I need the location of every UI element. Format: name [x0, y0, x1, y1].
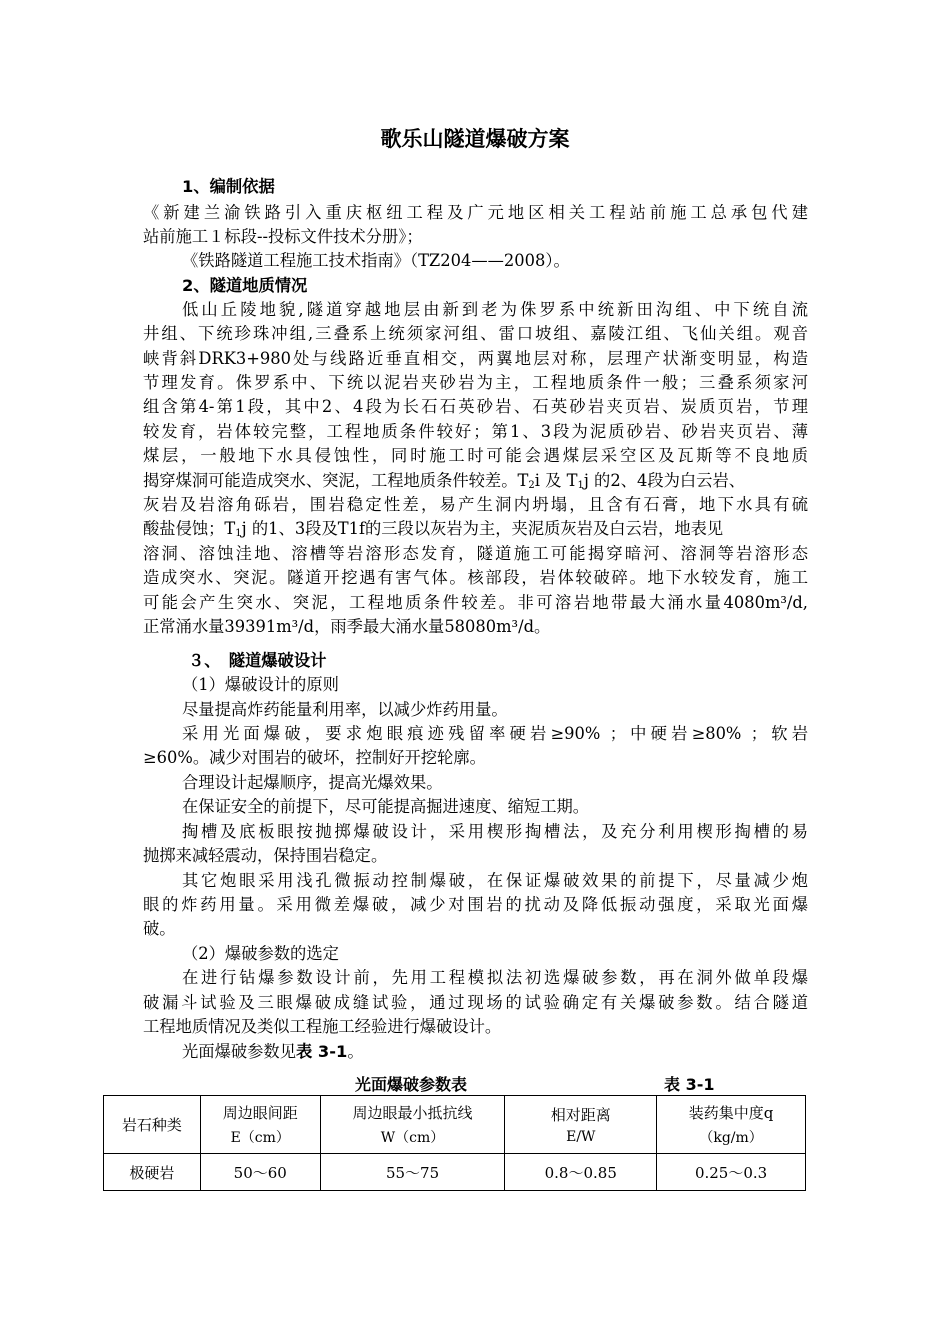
text-line: 掏槽及底板眼按抛掷爆破设计，采用楔形掏槽法，及充分利用楔形掏槽的易	[182, 822, 808, 841]
blast-parameter-table	[103, 1095, 806, 1191]
heading-geology: 2、隧道地质情况	[182, 276, 308, 295]
text-line: 工程地质情况及类似工程施工经验进行爆破设计。	[143, 1017, 502, 1036]
table-cell: 50～60	[200, 1154, 320, 1191]
text-line: 造成突水、突泥。隧道开挖遇有害气体。核部段，岩体较破碎。地下水较发育，施工	[143, 568, 808, 587]
subheading-principle: （1）爆破设计的原则	[182, 675, 339, 694]
text-line: 采用光面爆破，要求炮眼痕迹残留率硬岩≥90% ；中硬岩≥80% ；软岩	[182, 724, 808, 743]
text-line: ≥60%。减少对围岩的破坏，控制好开挖轮廓。	[143, 748, 486, 767]
table-cell: 55～75	[320, 1154, 505, 1191]
document-title: 歌乐山隧道爆破方案	[380, 127, 570, 151]
text-line: 破漏斗试验及三眼爆破成缝试验，通过现场的试验确定有关爆破参数。结合隧道	[143, 993, 808, 1012]
text-line: 合理设计起爆顺序，提高光爆效果。	[182, 773, 443, 792]
text-line: 眼的炸药用量。采用微差爆破，减少对围岩的扰动及降低振动强度，采取光面爆	[143, 895, 808, 914]
text-line: 揭穿煤洞可能造成突水、突泥，工程地质条件较差。$T_2i$ 及 $T_1j$ 的2、4段为白云岩、	[143, 471, 746, 491]
text-line: 正常涌水量39391m³/d，雨季最大涌水量58080m³/d。	[143, 617, 551, 636]
table-cell: 0.8～0.85	[505, 1154, 657, 1191]
heading-blast-design: ３、 隧道爆破设计	[188, 651, 327, 670]
header-cell: 岩石种类	[104, 1096, 201, 1154]
text-line: 节理发育。侏罗系中、下统以泥岩夹砂岩为主，工程地质条件一般；三叠系须家河	[143, 373, 808, 392]
text-line: 在保证安全的前提下，尽可能提高掘进速度、缩短工期。	[182, 797, 590, 816]
text-line: 站前施工１标段--投标文件技术分册》；	[143, 227, 423, 246]
table-number: 表 3-1	[664, 1075, 715, 1094]
text-line: 尽量提高炸药能量利用率，以减少炸药用量。	[182, 700, 508, 719]
text-line: 破。	[143, 919, 176, 938]
table-cell: 0.25～0.3	[657, 1154, 806, 1191]
subheading-parameters: （2）爆破参数的选定	[182, 944, 339, 963]
table-caption: 光面爆破参数表	[355, 1075, 468, 1094]
text-line: 组含第4-第1段，其中2、4段为长石石英砂岩、石英砂岩夹页岩、炭质页岩，节理	[143, 397, 808, 416]
text-line: 抛掷来减轻震动，保持围岩稳定。	[143, 846, 388, 865]
header-cell: 相对距离 E/W	[505, 1096, 657, 1154]
header-cell: 周边眼间距 E（cm）	[200, 1096, 320, 1154]
text-line: 溶洞、溶蚀洼地、溶槽等岩溶形态发育，隧道施工可能揭穿暗河、溶洞等岩溶形态	[143, 544, 808, 563]
text-line: 峡背斜DRK3+980处与线路近垂直相交，两翼地层对称，层理产状渐变明显，构造	[143, 349, 808, 368]
header-cell: 周边眼最小抵抗线 W（cm）	[320, 1096, 505, 1154]
text-line: 《新建兰渝铁路引入重庆枢纽工程及广元地区相关工程站前施工总承包代建	[143, 203, 808, 222]
text-line: 在进行钻爆参数设计前，先用工程模拟法初选爆破参数，再在洞外做单段爆	[182, 968, 808, 987]
text-line: 较发育，岩体较完整，工程地质条件较好；第1、3段为泥质砂岩、砂岩夹页岩、薄	[143, 422, 808, 441]
table-cell: 极硬岩	[104, 1154, 201, 1191]
header-cell: 装药集中度q （kg/m）	[657, 1096, 806, 1154]
table-reference: 表 3-1	[295, 1042, 348, 1061]
text-line: 《铁路隧道工程施工技术指南》（TZ204——2008）。	[182, 251, 570, 270]
table-row	[104, 1154, 806, 1191]
text-line: 酸盐侵蚀；$T_1j$ 的1、3段及T1f的三段以灰岩为主，夹泥质灰岩及白云岩，地表见	[143, 519, 724, 539]
text-line: 可能会产生突水、突泥，工程地质条件较差。非可溶岩地带最大涌水量4080m³/d,	[143, 593, 808, 612]
text-line: 其它炮眼采用浅孔微振动控制爆破，在保证爆破效果的前提下，尽量减少炮	[182, 871, 808, 890]
text-line: 低山丘陵地貌,隧道穿越地层由新到老为侏罗系中统新田沟组、中下统自流	[182, 300, 808, 319]
table-header-row	[104, 1096, 806, 1154]
text-line: 煤层，一般地下水具侵蚀性，同时施工时可能会遇煤层采空区及瓦斯等不良地质	[143, 446, 808, 465]
text-line: 光面爆破参数见表 3-1。	[182, 1042, 364, 1061]
heading-basis: 1、编制依据	[182, 177, 275, 196]
text-line: 灰岩及岩溶角砾岩，围岩稳定性差，易产生洞内坍塌，且含有石膏，地下水具有硫	[143, 495, 808, 514]
text-line: 井组、下统珍珠冲组,三叠系上统须家河组、雷口坡组、嘉陵江组、飞仙关组。观音	[143, 324, 808, 343]
